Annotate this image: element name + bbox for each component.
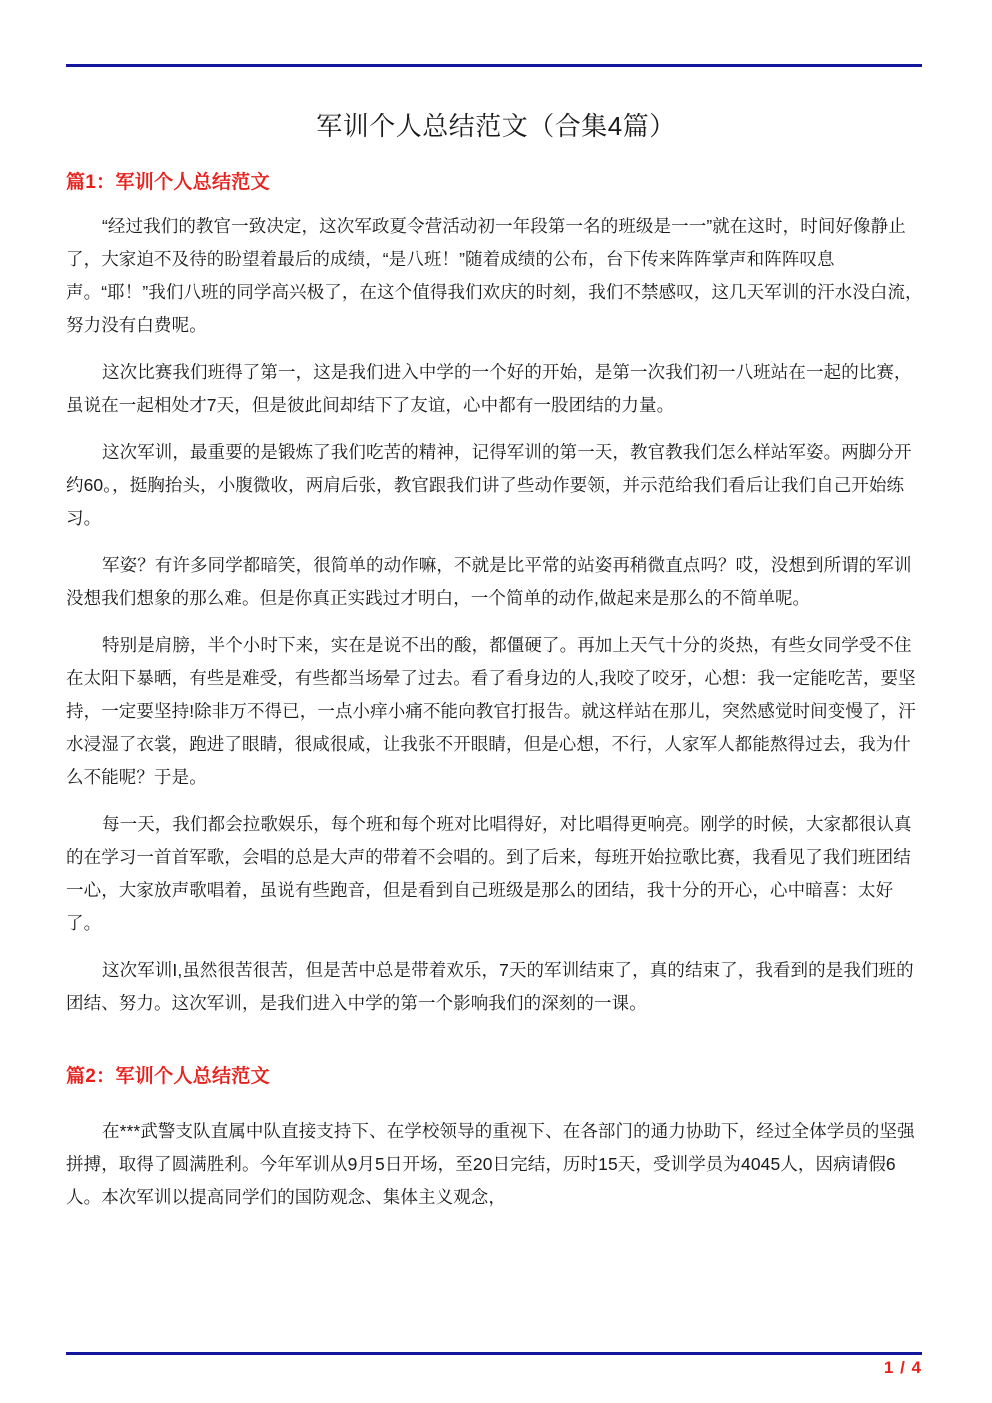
page-title: 军训个人总结范文（合集4篇） xyxy=(316,111,676,141)
page-number: 1 / 4 xyxy=(883,1358,922,1377)
paragraph: 这次军训，最重要的是锻炼了我们吃苦的精神，记得军训的第一天，教官教我们怎么样站军姿。两脚分开约60。，挺胸抬头，小腹微收，两肩后张，教官跟我们讲了些动作要领，并示范给我们看后让我们自己开始练习。 xyxy=(66,442,912,529)
paragraph: 这次比赛我们班得了第一，这是我们进入中学的一个好的开始，是第一次我们初一八班站在一起的比赛，虽说在一起相处才7天，但是彼此间却结下了友谊，心中都有一股团结的力量。 xyxy=(66,362,912,416)
footer-rule xyxy=(66,1352,922,1355)
paragraph: “经过我们的教官一致决定，这次军政夏令营活动初一年段第一名的班级是一一”就在这时，时间好像静止了，大家迫不及待的盼望着最后的成绩，“是八班！”随着成绩的公布，台下传来阵阵掌声和阵阵叹息声。“耶！”我们八班的同学高兴极了，在这个值得我们欢庆的时刻，我们不禁感叹，这几天军训的汗水没白流，努力没有白费呢。 xyxy=(66,216,923,336)
document-content xyxy=(66,110,926,1228)
paragraph: 军姿？有许多同学都暗笑，很简单的动作嘛，不就是比平常的站姿再稍微直点吗？哎，没想到所谓的军训没想我们想象的那么难。但是你真正实践过才明白，一个简单的动作,做起来是那么的不简单呢。 xyxy=(66,555,912,609)
paragraph: 特别是肩膀，半个小时下来，实在是说不出的酸，都僵硬了。再加上天气十分的炎热，有些女同学受不住在太阳下暴晒，有些是难受，有些都当场晕了过去。看了看身边的人,我咬了咬牙，心想：我一定能吃苦，要坚持，一定要坚持!除非万不得已，一点小痒小痛不能向教官打报告。就这样站在那儿，突然感觉时间变慢了，汗水浸湿了衣裳，跑进了眼睛，很咸很咸，让我张不开眼睛，但是心想，不行，人家军人都能熬得过去，我为什么不能呢？于是。 xyxy=(66,635,916,788)
paragraph: 在***武警支队直属中队直接支持下、在学校领导的重视下、在各部门的通力协助下，经过全体学员的坚强拼搏，取得了圆满胜利。今年军训从9月5日开场，至20日完结，历时15天，受训学员为4045人，因病请假6人。本次军训以提高同学们的国防观念、集体主义观念， xyxy=(66,1120,915,1207)
paragraph: 这次军训I,虽然很苦很苦，但是苦中总是带着欢乐，7天的军训结束了，真的结束了，我看到的是我们班的团结、努力。这次军训，是我们进入中学的第一个影响我们的深刻的一课。 xyxy=(66,960,914,1014)
section-heading-2: 篇2：军训个人总结范文 xyxy=(66,1066,270,1088)
header-rule xyxy=(66,64,922,67)
section-heading-1: 篇1：军训个人总结范文 xyxy=(66,171,270,193)
paragraph: 每一天，我们都会拉歌娱乐，每个班和每个班对比唱得好，对比唱得更响亮。刚学的时候，大家都很认真的在学习一首首军歌，会唱的总是大声的带着不会唱的。到了后来，每班开始拉歌比赛，我看见了我们班团结一心，大家放声歌唱着，虽说有些跑音，但是看到自己班级是那么的团结，我十分的开心，心中暗喜：太好了。 xyxy=(66,814,912,934)
